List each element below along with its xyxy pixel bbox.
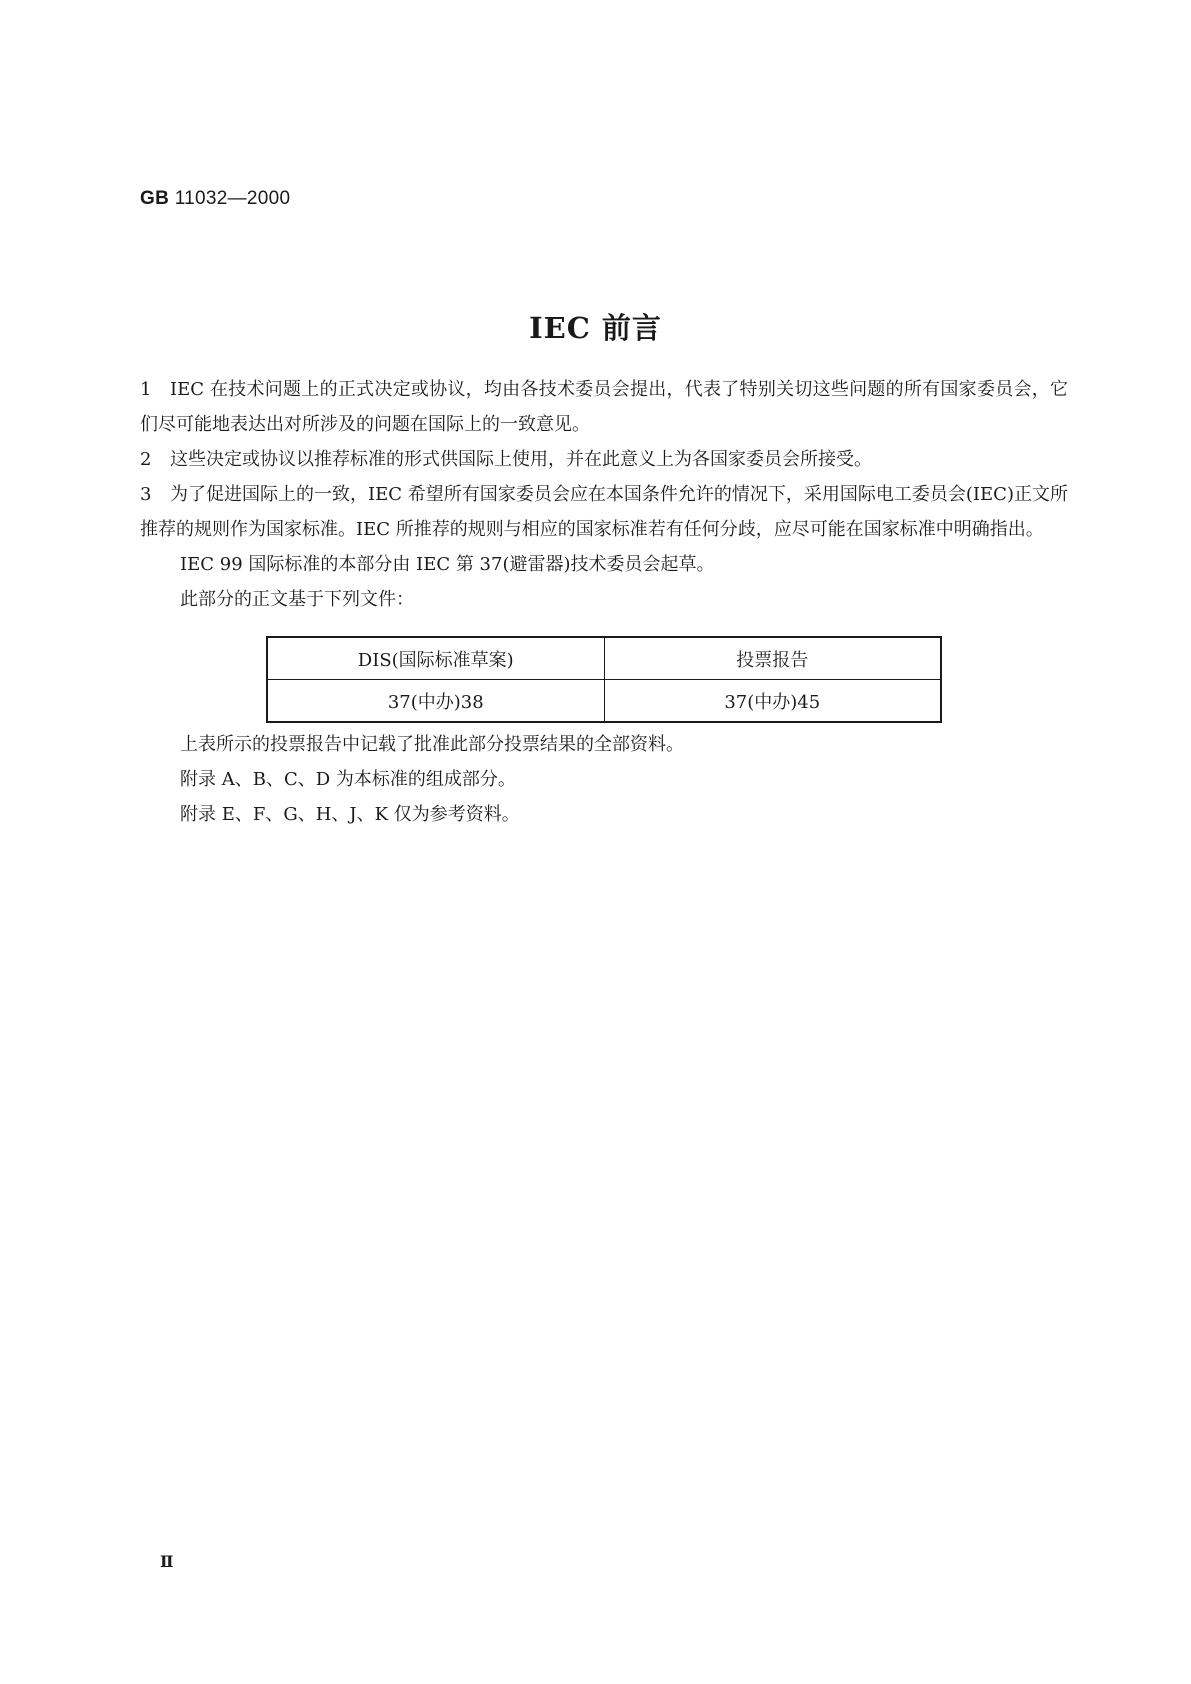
standard-code-prefix: GB <box>140 188 170 209</box>
page-number: Ⅱ <box>160 1552 174 1571</box>
drafting-paragraph: IEC 99 国际标准的本部分由 IEC 第 37(避雷器)技术委员会起草。 <box>180 554 715 575</box>
clause-text: 这些决定或协议以推荐标准的形式供国际上使用，并在此意义上为各国家委员会所接受。 <box>170 449 872 470</box>
table-header-cell: 投票报告 <box>604 637 941 680</box>
informative-annex-note: 附录 E、F、G、H、J、K 仅为参考资料。 <box>180 804 520 825</box>
clause-2 <box>140 442 1068 477</box>
foreword-body <box>140 372 1068 617</box>
clause-text: IEC 在技术问题上的正式决定或协议，均由各技术委员会提出，代表了特别关切这些问题的所有国家委员会，它们尽可能地表达出对所涉及的问题在国际上的一致意见。 <box>140 379 1068 435</box>
after-table-notes <box>180 727 684 832</box>
page-title: IEC 前言 <box>529 311 662 345</box>
clause-3 <box>140 477 1068 547</box>
table-header-cell: DIS(国际标准草案) <box>267 637 604 680</box>
clause-number: 2 <box>140 449 152 470</box>
table-row <box>267 680 941 723</box>
standard-code-number: 11032—2000 <box>174 188 291 209</box>
table-cell: 37(中办)38 <box>267 680 604 723</box>
normative-annex-note: 附录 A、B、C、D 为本标准的组成部分。 <box>180 769 516 790</box>
clause-1 <box>140 372 1068 442</box>
clause-text: 为了促进国际上的一致，IEC 希望所有国家委员会应在本国条件允许的情况下，采用国际电工委员会(IEC)正文所推荐的规则作为国家标准。IEC 所推荐的规则与相应的国家标准若有任何分歧，应尽可能在国家标准中明确指出。 <box>140 484 1068 540</box>
clause-number: 3 <box>140 484 152 505</box>
table-header-row <box>267 637 941 680</box>
standard-code <box>140 188 290 210</box>
voting-report-note: 上表所示的投票报告中记载了批准此部分投票结果的全部资料。 <box>180 734 684 755</box>
documents-table <box>266 636 942 723</box>
clause-number: 1 <box>140 379 152 400</box>
table-cell: 37(中办)45 <box>604 680 941 723</box>
basis-paragraph: 此部分的正文基于下列文件： <box>180 589 414 610</box>
